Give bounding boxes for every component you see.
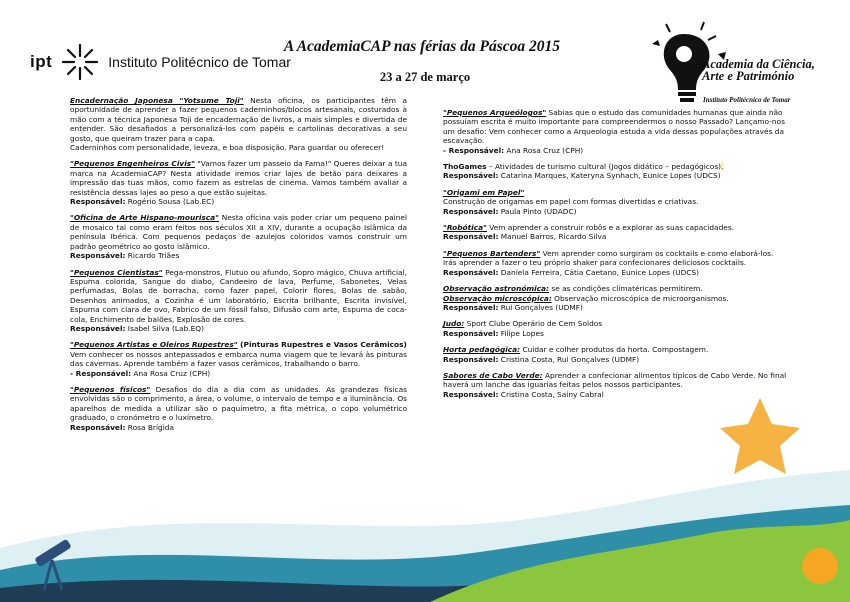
- academia-line2: Arte e Património: [702, 69, 795, 83]
- activity-block: [70, 340, 407, 378]
- responsible-label: Responsável:: [443, 171, 499, 181]
- activity-text: Nesta oficina, os participantes têm a oportunidade de aprender a fazer pequenos caderninhos/blocos artesanais, costurados à mão com a técnica Japonesa Toji de encadernação de livros, a mais simples e divertida de entender. São desafiados a personalizá-los com papéis e cartolinas decorativas a seu gosto, que queiram trazer para a capa.: [70, 96, 407, 143]
- responsible-label: Responsável:: [70, 422, 126, 432]
- activity-title: "Pequenos Arqueólogos": [443, 108, 547, 117]
- activity-title: "Oficina de Arte Hispano-mourisca": [70, 213, 219, 223]
- wave-teal: [0, 505, 850, 602]
- activity-block: [70, 159, 407, 206]
- activity-text: Pega-monstros, Flutuo ou afundo, Sopro mágico, Chuva artificial, Espuma colorida, Sangue do diabo, Candeeiro de lava, Perfume, Sabonetes, Velas perfumadas, Bolas de borracha, como fazer papel, Colorir flores, Bolas de sabão, Desenhos animados, a Cozinha é um laboratório, Escrita brilhante, Escrita invisível, Espuma com clara de ovo, Fabrico de um fóssil falso, Difusão com arte, Espuma de coca-cola, Enchimento de balões, Explosão de cores.: [70, 267, 407, 324]
- activity-text: Nesta oficina vais poder criar um pequeno painel de mosaico tal como eram feitos nos séculos XII a XIV, durante a ocupação Islâmica da península Ibérica. Com pequenos pedaços de azulejos coloridos vamos construir um padrão geométrico ao gosto islâmico.: [70, 213, 407, 251]
- activity-title: Judo:: [443, 319, 465, 329]
- responsible-name: Manuel Barros, Ricardo Silva: [498, 232, 607, 242]
- activity-text-2: Observação microscópica de microorganismos.: [551, 293, 729, 303]
- responsible-name: Rogério Sousa (Lab.EC): [125, 197, 215, 207]
- responsible-name: Ana Rosa Cruz (CPH): [504, 145, 584, 155]
- activity-block: [70, 385, 407, 432]
- responsible-label: Responsável:: [70, 197, 126, 207]
- activity-block: [443, 188, 788, 216]
- activity-text: Sport Clube Operário de Cem Soldos: [464, 319, 603, 329]
- responsible-label: Responsável:: [443, 302, 499, 312]
- event-dates: 23 a 27 de março: [379, 70, 471, 84]
- responsible-label: Responsável:: [443, 232, 499, 242]
- responsible-name: Ricardo Triães: [125, 251, 180, 261]
- academia-sub: Instituto Politécnico de Tomar: [703, 96, 791, 104]
- responsible-name: Ana Rosa Cruz (CPH): [131, 368, 211, 378]
- activity-text: Vem conhecer os nossos antepassados e embarca numa viagem que te levará às pinturas das cavernas. Aprende também a fazer vasos cerâmicos, trabalhando o barro.: [70, 349, 407, 369]
- ipt-name: Instituto Politécnico de Tomar: [108, 54, 291, 70]
- activity-title: ThoGames: [443, 162, 487, 172]
- activity-text: – Atividades de turismo cultural (Jogos didático – pedagógicos): [486, 162, 722, 172]
- ipt-star-icon: [60, 42, 100, 82]
- left-column: [70, 96, 407, 439]
- activity-text: Cuidar e colher produtos da horta. Compostagem.: [520, 345, 709, 355]
- activity-title: "Pequenos Artistas e Oleiros Rupestres": [70, 340, 238, 350]
- activity-block: [443, 319, 788, 338]
- activity-block: [443, 108, 788, 155]
- activity-block: [443, 249, 788, 277]
- activity-block: [443, 284, 788, 312]
- activity-block: [70, 96, 407, 152]
- activity-title: Encadernação Japonesa "Yotsume Toji": [70, 96, 244, 105]
- telescope-icon: [34, 539, 72, 590]
- right-column: [443, 108, 788, 406]
- activity-text: Sabias que o estudo das comunidades humanas que ainda não possuíam escrita é muito importante para compreendermos o nosso Passado? Lançamo-nos um desafio: Vem conhecer como a Arqueologia estuda a vida dessas populações através da escavação.: [443, 108, 785, 146]
- ipt-mark: ipt: [30, 52, 53, 71]
- activity-block: [443, 371, 788, 399]
- activity-title-extra: (Pinturas Rupestres e Vasos Cerâmicos): [237, 340, 407, 350]
- responsible-label: - Responsável:: [70, 368, 132, 378]
- activity-block: [70, 268, 407, 334]
- activity-title: Horta pedagógica:: [443, 345, 521, 355]
- responsible-name: Rosa Brígida: [125, 422, 174, 432]
- responsible-label: Responsável:: [443, 206, 499, 216]
- activity-text: se as condições climatéricas permitirem.: [549, 284, 703, 294]
- highlight-mark: .: [721, 162, 724, 172]
- ipt-logo: [30, 42, 291, 82]
- activity-text: "Vamos fazer um passeio da Fama!" Queres deixar a tua marca na AcademiaCAP? Nesta atividade iremos criar lajes de betão para deixares a impressão das tuas mãos, como fazem as estrelas de cinema. Vamos também avaliar a resistência dessas lajes ao peso a que estão sujeitas.: [70, 159, 408, 197]
- wave-green: [430, 520, 850, 602]
- activity-title-2: Observação microscópica:: [443, 293, 552, 303]
- academia-name: [702, 58, 832, 82]
- activity-title: "Pequenos físicos": [70, 384, 151, 394]
- responsible-label: Responsável:: [70, 251, 126, 261]
- activity-text: Vem aprender como surgiram os cocktails e como elaborá-los. Irás aprender a fazer o teu próprio shaker para confecionares deliciosos cocktails.: [443, 248, 774, 268]
- responsible-label: Responsável:: [443, 328, 499, 338]
- responsible-label: - Responsável:: [443, 145, 505, 155]
- page-title: A AcademiaCAP nas férias da Páscoa 2015: [283, 38, 561, 55]
- responsible-name: Paula Pinto (UDADC): [498, 206, 577, 216]
- activity-block: [443, 223, 788, 242]
- responsible-name: Cristina Costa, Sainy Cabral: [498, 389, 604, 399]
- responsible-name: Daniela Ferreira, Cátia Caetano, Eunice Lopes (UDCS): [498, 267, 700, 277]
- academia-line1: Academia da Ciência,: [702, 57, 815, 71]
- responsible-name: Filipe Lopes: [498, 328, 544, 338]
- responsible-label: Responsável:: [70, 323, 126, 333]
- responsible-label: Responsável:: [443, 267, 499, 277]
- wave-dark: [0, 550, 850, 602]
- activity-extra: Caderninhos com personalidade, leveza, e boa disposição. Para guardar ou oferecer!: [70, 143, 385, 153]
- activity-title: Sabores de Cabo Verde:: [443, 370, 543, 380]
- activity-text: Construção de origamas em papel com formas divertidas e criativas.: [443, 197, 699, 207]
- orange-bubble: [802, 548, 838, 584]
- responsible-name: Rui Gonçalves (UDMF): [498, 302, 583, 312]
- responsible-label: Responsável:: [443, 354, 499, 364]
- activity-title: "Origami em Papel": [443, 187, 525, 197]
- activity-text: Desafios do dia a dia com as unidades. As grandezas físicas envolvidas são o comprimento, a área, o volume, o intervalo de tempo e a iluminância. Os aparelhos de medida a utilizar são o paquímetro, a fita métrica, o copo volumétrico graduado, o cronómetro e o luxímetro.: [70, 384, 407, 423]
- responsible-label: Responsável:: [443, 389, 499, 399]
- activity-text: Aprender a confecionar alimentos típicos de Cabo Verde. No final haverá um lanche das iguarias feitas pelos nossos participantes.: [443, 370, 787, 390]
- activity-title: "Robótica": [443, 223, 487, 233]
- responsible-name: Catarina Marques, Kateryna Synhach, Eunice Lopes (UDCS): [498, 171, 721, 181]
- activity-block: [443, 162, 788, 181]
- activity-title: "Pequenos Cientistas": [70, 267, 163, 277]
- star-icon: [720, 398, 800, 474]
- responsible-name: Cristina Costa, Rui Gonçalves (UDMF): [498, 354, 640, 364]
- activity-title: "Pequenos Bartenders": [443, 248, 541, 258]
- activity-title: Observação astronómica:: [443, 284, 549, 294]
- activity-title: "Pequenos Engenheiros Civis": [70, 159, 195, 169]
- activity-text: Vem aprender a construir robôs e a explorar as suas capacidades.: [486, 223, 735, 233]
- responsible-name: Isabel Silva (Lab.EQ): [125, 323, 204, 333]
- wave-light: [0, 470, 850, 602]
- activity-block: [70, 213, 407, 260]
- activity-block: [443, 345, 788, 364]
